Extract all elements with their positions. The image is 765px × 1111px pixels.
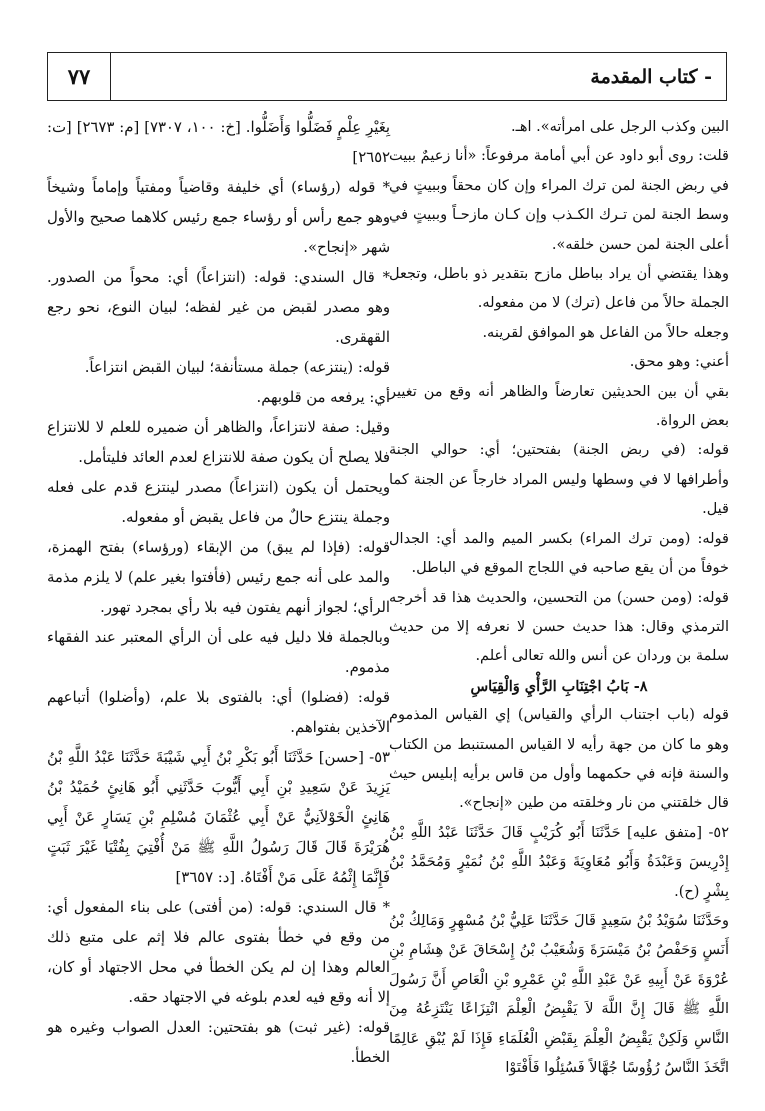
paragraph: * قال السندي: قوله: (انتزاعاً) أي: محواً من الصدور. وهو مصدر لقبض من غير لفظه؛ لبيان النوع، نحو رجع القهقرى. xyxy=(47,269,390,346)
paragraph: أعني: وهو محق. xyxy=(629,354,729,371)
paragraph: * قوله (رؤساء) أي خليفة وقاضياً ومفتياً وإماماً وشيخاً وهو جمع رأس أو رؤساء جمع رئيس كلاهما صحيح والأول شهر «إنجاح». xyxy=(47,179,390,256)
paragraph: قوله: (في ربض الجنة) بفتحتين؛ أي: حوالي الجنة وأطرافها لا في وسطها وليس المراد خارجاً عن الجنة كما قيل. xyxy=(389,442,729,518)
paragraph: وبالجملة فلا دليل فيه على أن الرأي المعتبر عند الفقهاء مذموم. xyxy=(47,629,390,676)
left-column xyxy=(47,113,390,1073)
paragraph: وقيل: صفة لانتزاعاً، والظاهر أن ضميره للعلم لا للانتزاع فلا يصلح أن يكون صفة للانتزاع لعدم العائد فليتأمل. xyxy=(47,419,390,466)
hadith-text: ٥٣- [حسن] حَدَّثَنَا أَبُو بَكْرِ بْنُ أَبِي شَيْبَةَ حَدَّثَنَا عَبْدُ اللَّهِ بْنُ يَزِيدَ عَنْ سَعِيدِ بْنِ أَبِي أَيُّوبَ حَدَّثَنِي أَبُو هَانِئٍ حُمَيْدُ بْنُ هَانِئٍ الْخَوْلاَنِيُّ عَنْ أَبِي عُثْمَانَ مُسْلِمِ بْنِ يَسَارٍ عَنْ أَبِي هُرَيْرَةَ قَالَ قَالَ رَسُولُ اللَّهِ ﷺ مَنْ أُفْتِيَ بِفُتْيَا غَيْرَ ثَبَتٍ فَإِنَّمَا إِثْمُهُ عَلَى مَنْ أَفْتَاهُ. [د: ٣٦٥٧] xyxy=(47,749,390,886)
paragraph: أي: يرفعه من قلوبهم. xyxy=(256,389,390,406)
paragraph: قوله: (ينتزعه) جملة مستأنفة؛ لبيان القبض انتزاعاً. xyxy=(84,359,390,376)
paragraph: قوله: (غير ثبت) هو بفتحتين: العدل الصواب وغيره هو الخطأ. xyxy=(47,1019,390,1066)
paragraph: وهذا يقتضي أن يراد بباطل مازح بتقدير ذو باطل، وتجعل الجملة حالاً من فاعل (ترك) لا من مفعوله. xyxy=(389,266,729,312)
hadith-text: ٥٢- [متفق عليه] حَدَّثَنَا أَبُو كُرَيْبٍ قَالَ حَدَّثَنَا عَبْدُ اللَّهِ بْنُ إِدْرِيسَ وَعَبْدَةُ وَأَبُو مُعَاوِيَةَ وَعَبْدُ اللَّهِ بْنُ نُمَيْرٍ وَمُحَمَّدُ بْنُ بِشْرٍ (ح). xyxy=(389,824,729,900)
book-title: - كتاب المقدمة xyxy=(590,65,712,88)
paragraph: وجعله حالاً من الفاعل هو الموافق لقرينه. xyxy=(482,324,729,341)
page-number: ٧٧ xyxy=(48,53,111,100)
paragraph: قوله: (فإذا لم يبق) من الإبقاء (ورؤساء) بفتح الهمزة، والمد على أنه جمع رئيس (فأفتوا بغير علم) لا يلزم مذمة الرأي؛ لجواز أنهم يفتون فيه بلا رأي بمجرد تهور. xyxy=(47,539,390,616)
page-header xyxy=(47,52,727,101)
paragraph: بقي أن بين الحديثين تعارضاً والظاهر أنه وقع من تغيير بعض الرواة. xyxy=(389,383,729,430)
hadith-text: وحَدَّثَنَا سُوَيْدُ بْنُ سَعِيدٍ قَالَ حَدَّثَنَا عَلِيُّ بْنُ مُسْهِرٍ وَمَالِكُ بْنُ أَنَسٍ وَحَفْصُ بْنُ مَيْسَرَةَ وَشُعَيْبُ بْنُ إِسْحَاقَ عَنْ هِشَامِ بْنِ عُرْوَةَ عَنْ أَبِيهِ عَنْ عَبْدِ اللَّهِ بْنِ عَمْرِو بْنِ الْعَاصِ أَنَّ رَسُولَ اللَّهِ ﷺ قَالَ إِنَّ اللَّهَ لاَ يَقْبِضُ الْعِلْمَ انْتِزَاعًا يَنْتَزِعُهُ مِنَ النَّاسِ وَلَكِنْ يَقْبِضُ الْعِلْمَ بِقَبْضِ الْعُلَمَاءِ فَإِذَا لَمْ يُبْقِ عَالِمًا اتَّخَذَ النَّاسُ رُؤُوسًا جُهَّالاً فَسُئِلُوا فَأَفْتَوْا xyxy=(389,912,729,1076)
paragraph: قوله (باب اجتناب الرأي والقياس) إي القياس المذموم وهو ما كان من جهة رأيه لا القياس المستنبط من الكتاب والسنة فإنه في حكمهما وأول من قاس برأيه إبليس حيث قال خلقتني من نار وخلقته من طين «إنجاح». xyxy=(389,707,729,812)
paragraph: * قال السندي: قوله: (من أفتى) على بناء المفعول أي: من وقع في خطأ بفتوى عالم فلا إثم على متبع ذلك العالم وهذا إن لم يكن الخطأ في محل الاجتهاد أو كان، إلا أنه وقع فيه لعدم بلوغه في الاجتهاد حقه. xyxy=(47,899,390,1006)
chapter-heading: ٨- بَابُ اجْتِنَابِ الرَّأْيِ وَالْقِيَاسِ xyxy=(470,677,648,695)
paragraph: قوله: (فضلوا) أي: بالفتوى بلا علم، (وأضلوا) أتباعهم الآخذين بفتواهم. xyxy=(47,689,390,736)
paragraph: ويحتمل أن يكون (انتزاعاً) مصدر لينتزع قدم على فعله وجملة ينتزع حالٌ من فاعل يقبض أو مفعوله. xyxy=(47,479,390,526)
right-column xyxy=(389,113,729,1083)
paragraph: البين وكذب الرجل على امرأته». اهـ. xyxy=(510,119,729,135)
paragraph: قوله: (ومن ترك المراء) بكسر الميم والمد أي: الجدال خوفاً من أن يقع صاحبه في اللجاج الموقع في الباطل. xyxy=(389,530,729,577)
hadith-text: بِغَيْرِ عِلْمٍ فَضَلُّوا وَأَضَلُّوا. [خ: ١٠٠، ٧٣٠٧] [م: ٢٦٧٣] [ت: ٢٦٥٢] xyxy=(47,119,390,166)
paragraph: قلت: روى أبو داود عن أبي أمامة مرفوعاً: «أنا زعيمٌ ببيت في ربض الجنة لمن ترك المراء وإن كان محقاً وببيتٍ في وسط الجنة لمن تـرك الكـذب وإن كـان مازحـاً وببيتٍ في أعلى الجنة لمن حسن خلقه». xyxy=(389,148,729,253)
paragraph: قوله: (ومن حسن) من التحسين، والحديث هذا قد أخرجه الترمذي وقال: هذا حديث حسن لا نعرفه إلا من حديث سلمة بن وردان عن أنس والله تعالى أعلم. xyxy=(389,589,729,665)
